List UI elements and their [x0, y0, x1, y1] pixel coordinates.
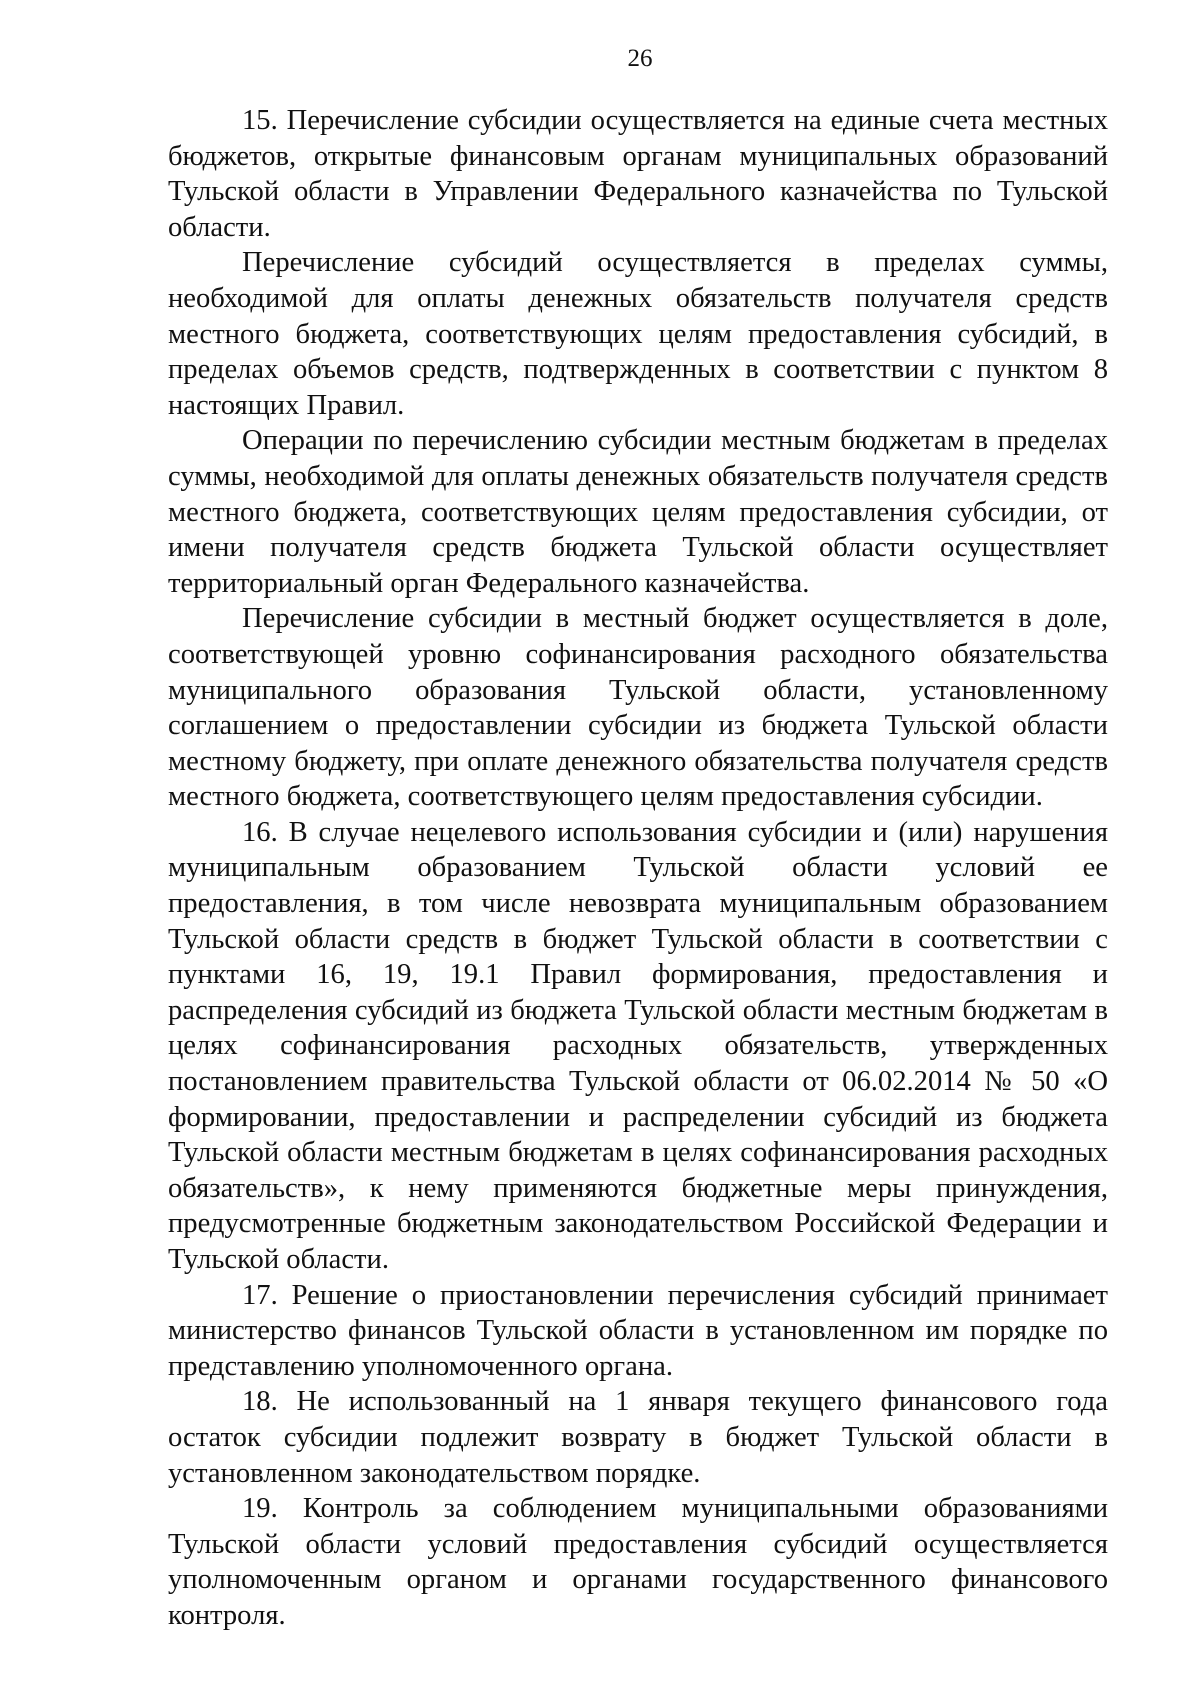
paragraph-15-transfer-accounts: 15. Перечисление субсидии осуществляется на единые счета местных бюджетов, открытые финансовым органам муниципальных образований Тульской области в Управлении Федерального казначейства по Тульской области. — [168, 105, 1108, 243]
paragraph-19-control: 19. Контроль за соблюдением муниципальными образованиями Тульской области условий предоставления субсидий осуществляется уполномоченным органом и органами государственного финансового контроля. — [168, 1493, 1108, 1631]
document-body — [168, 103, 1108, 1634]
paragraph-cofinancing-share: Перечисление субсидии в местный бюджет осуществляется в доле, соответствующей уровню софинансирования расходного обязательства муниципального образования Тульской области, установленному соглашением о предоставлении субсидии из бюджета Тульской области местному бюджету, при оплате денежного обязательства получателя средств местного бюджета, соответствующего целям предоставления субсидии. — [168, 603, 1108, 813]
paragraph-transfer-limits: Перечисление субсидий осуществляется в пределах суммы, необходимой для оплаты денежных обязательств получателя средств местного бюджета, соответствующих целям предоставления субсидий, в пределах объемов средств, подтвержденных в соответствии с пунктом 8 настоящих Правил. — [168, 247, 1108, 421]
paragraph-17-suspension: 17. Решение о приостановлении перечисления субсидий принимает министерство финансов Тульской области в установленном им порядке по представлению уполномоченного органа. — [168, 1279, 1108, 1382]
page-number: 26 — [627, 45, 653, 72]
paragraph-16-misuse-measures: 16. В случае нецелевого использования субсидии и (или) нарушения муниципальным образованием Тульской области условий ее предоставления, в том числе невозврата муниципальным образованием Тульской области средств в бюджет Тульской области в соответствии с пунктами 16, 19, 19.1 Правил формирования, предоставления и распределения субсидий из бюджета Тульской области местным бюджетам в целях софинансирования расходных обязательств, утвержденных постановлением правительства Тульской области от 06.02.2014 № 50 «О формировании, предоставлении и распределении субсидий из бюджета Тульской области местным бюджетам в целях софинансирования расходных обязательств», к нему применяются бюджетные меры принуждения, предусмотренные бюджетным законодательством Российской Федерации и Тульской области. — [168, 816, 1108, 1275]
paragraph-18-unused-balance: 18. Не использованный на 1 января текущего финансового года остаток субсидии подлежит возврату в бюджет Тульской области в установленном законодательством порядке. — [168, 1386, 1108, 1489]
paragraph-transfer-operations: Операции по перечислению субсидии местным бюджетам в пределах суммы, необходимой для оплаты денежных обязательств получателя средств местного бюджета, соответствующих целям предоставления субсидии, от имени получателя средств бюджета Тульской области осуществляет территориальный орган Федерального казначейства. — [168, 425, 1108, 599]
